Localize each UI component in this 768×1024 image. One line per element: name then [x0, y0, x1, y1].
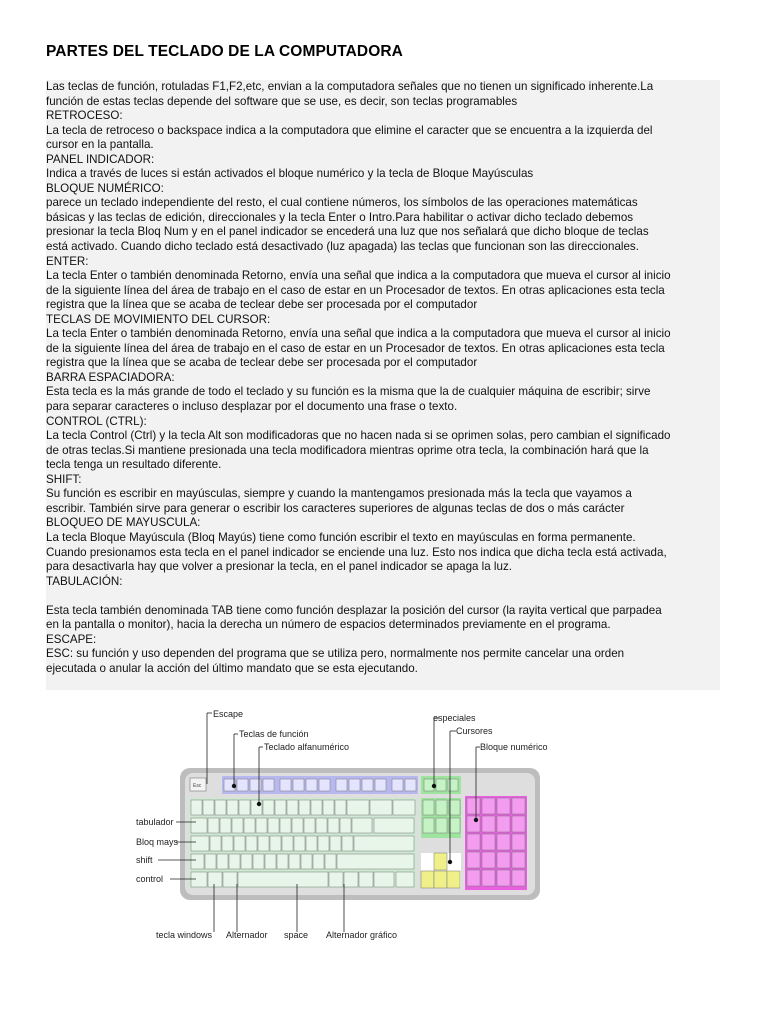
numeric-key — [497, 852, 510, 868]
function-key — [375, 779, 386, 791]
editing-key — [436, 818, 447, 833]
editing-key — [449, 800, 460, 815]
alpha-key — [223, 872, 237, 887]
label-windows-key: tecla windows — [156, 930, 213, 940]
text-line: TABULACIÓN: — [46, 574, 123, 588]
text-line: para separar caracteres o incluso desplazar por el documento una frase o texto. — [46, 400, 458, 414]
text-line: de la siguiente línea del área de trabajo en el caso de estar en un Procesador de textos. En otras aplicaciones esta tecla — [46, 341, 665, 355]
alpha-key — [215, 800, 226, 815]
function-key — [392, 779, 403, 791]
text-line: en la pantalla o monitor), hacia la derecha un número de espacios determinados previamente en el programa. — [46, 618, 611, 632]
function-key — [280, 779, 291, 791]
alpha-key — [329, 872, 343, 887]
alpha-key — [244, 818, 255, 833]
alpha-key — [210, 836, 221, 851]
numeric-key — [497, 870, 510, 886]
text-line: BARRA ESPACIADORA: — [46, 370, 175, 384]
label-altgr-key: Alternador gráfico — [326, 930, 398, 940]
alpha-key — [354, 836, 414, 851]
text-line: La tecla de retroceso o backspace indica a la computadora que elimine el caracter que se encuentra a la izquierda del — [46, 123, 653, 137]
alphanumeric-keys — [191, 800, 415, 887]
alpha-key — [270, 836, 281, 851]
alpha-key — [292, 818, 303, 833]
alpha-key — [306, 836, 317, 851]
text-line: La tecla Enter o también denominada Retorno, envía una señal que indica a la computadora que mueva el cursor al inicio — [46, 269, 671, 283]
alpha-key — [208, 872, 222, 887]
page-title: PARTES DEL TECLADO DE LA COMPUTADORA — [46, 43, 403, 60]
text-line: de la siguiente línea del área de trabajo en el caso de estar en un Procesador de textos. En otras aplicaciones esta tecla — [46, 283, 665, 297]
text-line: RETROCESO: — [46, 109, 123, 123]
label-shift: shift — [136, 855, 153, 865]
alpha-key — [253, 854, 264, 869]
label-numeric-block: Bloque numérico — [480, 742, 548, 752]
label-escape: Escape — [213, 710, 244, 719]
text-line: función de estas teclas depende del software que se use, es decir, son teclas programables — [46, 94, 518, 108]
text-line: parece un teclado independiente del resto, el cual contiene números, los símbolos de las operaciones matemáticas — [46, 196, 638, 210]
numeric-key — [482, 834, 495, 850]
text-line: BLOQUE NUMÉRICO: — [46, 181, 164, 195]
numeric-key — [482, 816, 495, 832]
numeric-key — [482, 852, 495, 868]
alpha-key — [191, 872, 207, 887]
alpha-key — [251, 800, 262, 815]
alpha-key — [203, 800, 214, 815]
numeric-key — [497, 798, 510, 814]
numeric-key — [497, 834, 510, 850]
text-line: TECLAS DE MOVIMIENTO DEL CURSOR: — [46, 312, 271, 326]
text-line: Las teclas de función, rotuladas F1,F2,etc, envian a la computadora señales que no tienen un significado inherente.La — [46, 80, 654, 93]
alpha-key — [318, 836, 329, 851]
editing-key — [423, 818, 434, 833]
alpha-key — [313, 854, 324, 869]
function-key — [306, 779, 317, 791]
alpha-key — [229, 854, 240, 869]
alpha-key — [275, 800, 286, 815]
alpha-key — [280, 818, 291, 833]
alpha-key — [347, 800, 369, 815]
alpha-key — [393, 800, 415, 815]
function-key — [237, 779, 248, 791]
alpha-key — [323, 800, 334, 815]
text-line: La tecla Bloque Mayúscula (Bloq Mayús) tiene como función escribir el texto en mayúsculas en forma permanente. — [46, 530, 636, 544]
editing-key — [436, 800, 447, 815]
numeric-key — [497, 816, 510, 832]
alpha-key — [374, 872, 394, 887]
alpha-key — [256, 818, 267, 833]
label-alphanumeric: Teclado alfanumérico — [264, 742, 350, 752]
text-line: SHIFT: — [46, 472, 82, 486]
function-key — [336, 779, 347, 791]
text-line: escribir. También sirve para generar o escribir los caracteres superiores de algunas teclas de dos o más carácter — [46, 501, 625, 515]
alpha-key — [217, 854, 228, 869]
numeric-key — [467, 870, 480, 886]
alpha-key — [330, 836, 341, 851]
cursor-up-key — [434, 853, 447, 870]
alpha-key — [234, 836, 245, 851]
text-line: BLOQUEO DE MAYUSCULA: — [46, 516, 201, 530]
alpha-key — [268, 818, 279, 833]
function-key — [319, 779, 330, 791]
text-line: registra que la línea que se acaba de teclear debe ser procesada por el computador — [46, 356, 478, 370]
text-line: básicas y las teclas de edición, direccionales y la tecla Enter o Intro.Para habilitar o activar dicho teclado debemos — [46, 210, 634, 224]
text-line: de otras teclas.Si mantiene presionada una tecla modificadora mientras oprime otra tecla, la combinación hará que la — [46, 443, 649, 457]
label-control: control — [136, 874, 164, 884]
numeric-key — [512, 834, 525, 850]
function-key — [293, 779, 304, 791]
alpha-key — [222, 836, 233, 851]
numeric-key — [512, 816, 525, 832]
text-line: La tecla Control (Ctrl) y la tecla Alt son modificadoras que no hacen nada si se oprimen solas, pero cambian el significado — [46, 429, 671, 443]
function-key — [405, 779, 416, 791]
alpha-key — [352, 818, 372, 833]
alpha-key — [335, 800, 346, 815]
special-key — [448, 779, 458, 791]
alpha-key — [239, 800, 250, 815]
alpha-key — [227, 800, 238, 815]
alpha-key — [287, 800, 298, 815]
alpha-key — [337, 854, 414, 869]
text-line: Esta tecla es la más grande de todo el teclado y su función es la misma que la de cualquier máquina de escribir; sirve — [46, 385, 651, 399]
alpha-key — [238, 872, 328, 887]
text-line: PANEL INDICADOR: — [46, 152, 155, 166]
text-line: Indica a través de luces si están activados el bloque numérico y la tecla de Bloque Mayúsculas — [46, 167, 534, 181]
numeric-key — [482, 870, 495, 886]
function-key — [263, 779, 274, 791]
alpha-key — [191, 818, 207, 833]
alpha-key — [294, 836, 305, 851]
text-line: ENTER: — [46, 254, 89, 268]
alpha-key — [191, 836, 209, 851]
alpha-key — [340, 818, 351, 833]
alpha-key — [265, 854, 276, 869]
function-key — [362, 779, 373, 791]
alpha-key — [246, 836, 257, 851]
alpha-key — [342, 836, 353, 851]
alpha-key — [208, 818, 219, 833]
alpha-key — [301, 854, 312, 869]
alpha-key — [328, 818, 339, 833]
body-text — [46, 80, 736, 676]
text-line: ESCAPE: — [46, 632, 97, 646]
alpha-key — [316, 818, 327, 833]
special-key — [436, 779, 446, 791]
alpha-key — [304, 818, 315, 833]
numeric-key — [512, 852, 525, 868]
numeric-key — [467, 852, 480, 868]
cursor-down-key — [434, 871, 447, 888]
text-line: está activado. Cuando dicho teclado está desactivado (luz apagada) las teclas que funcionan son las direccionales. — [46, 240, 639, 254]
alpha-key — [311, 800, 322, 815]
text-line: tecla tenga un resultado diferente. — [46, 458, 222, 472]
alpha-key — [263, 800, 274, 815]
numeric-key — [512, 870, 525, 886]
numeric-key — [467, 834, 480, 850]
alpha-key — [282, 836, 293, 851]
alpha-key — [191, 854, 204, 869]
alpha-key — [325, 854, 336, 869]
text-line: CONTROL (CTRL): — [46, 414, 147, 428]
text-line: Su función es escribir en mayúsculas, siempre y cuando la mantengamos presionada más la tecla que vayamos a — [46, 487, 632, 501]
label-alt-key: Alternador — [226, 930, 268, 940]
alpha-key — [370, 800, 392, 815]
text-line: Esta tecla también denominada TAB tiene como función desplazar la posición del cursor (la rayita vertical que parpadea — [46, 603, 662, 617]
text-line — [46, 589, 736, 604]
alpha-key — [220, 818, 231, 833]
alpha-key — [258, 836, 269, 851]
cursor-right-key — [447, 871, 460, 888]
label-caps-lock: Bloq mays — [136, 837, 179, 847]
alpha-key — [241, 854, 252, 869]
alpha-key — [289, 854, 300, 869]
numeric-key — [467, 798, 480, 814]
numeric-key — [482, 798, 495, 814]
alpha-key — [359, 872, 373, 887]
text-line: La tecla Enter o también denominada Retorno, envía una señal que indica a la computadora que mueva el cursor al inicio — [46, 327, 671, 341]
label-function-keys: Teclas de función — [239, 729, 309, 739]
label-special-keys: especiales — [433, 713, 476, 723]
numeric-key — [467, 816, 480, 832]
keyboard-svg — [134, 710, 552, 940]
text-line: ESC: su función y uso dependen del programa que se utiliza pero, normalmente nos permite cancelar una orden — [46, 647, 625, 661]
text-line: presionar la tecla Bloq Num y en el panel indicador se encederá una luz que nos señalará que dicho bloque de teclas — [46, 225, 649, 239]
label-tab: tabulador — [136, 817, 174, 827]
special-keys — [424, 779, 458, 791]
alpha-key — [205, 854, 216, 869]
alpha-key — [344, 872, 358, 887]
alpha-key — [299, 800, 310, 815]
alpha-key — [396, 872, 414, 887]
text-line: ejecutada o anular la acción del último mandato que se esta ejecutando. — [46, 661, 418, 675]
label-space: space — [284, 930, 309, 940]
escape-key-label: Esc — [193, 783, 202, 789]
function-key — [349, 779, 360, 791]
alpha-key — [374, 818, 414, 833]
cursor-left-key — [421, 871, 434, 888]
numeric-key — [512, 798, 525, 814]
label-cursor-keys: Cursores — [456, 726, 493, 736]
editing-key — [423, 800, 434, 815]
editing-key — [449, 818, 460, 833]
text-line: Cuando presionamos esta tecla en el panel indicador se enciende una luz. Esto nos indica que dicha tecla está activada, — [46, 545, 667, 559]
alpha-key — [232, 818, 243, 833]
text-line: para desactivarla hay que volver a presionar la tecla, en el panel indicador se apaga la luz. — [46, 560, 512, 574]
alpha-key — [277, 854, 288, 869]
alpha-key — [191, 800, 202, 815]
keyboard-diagram — [134, 710, 552, 940]
text-line: registra que la línea que se acaba de teclear debe ser procesada por el computador — [46, 298, 478, 312]
text-line: cursor en la pantalla. — [46, 138, 154, 152]
